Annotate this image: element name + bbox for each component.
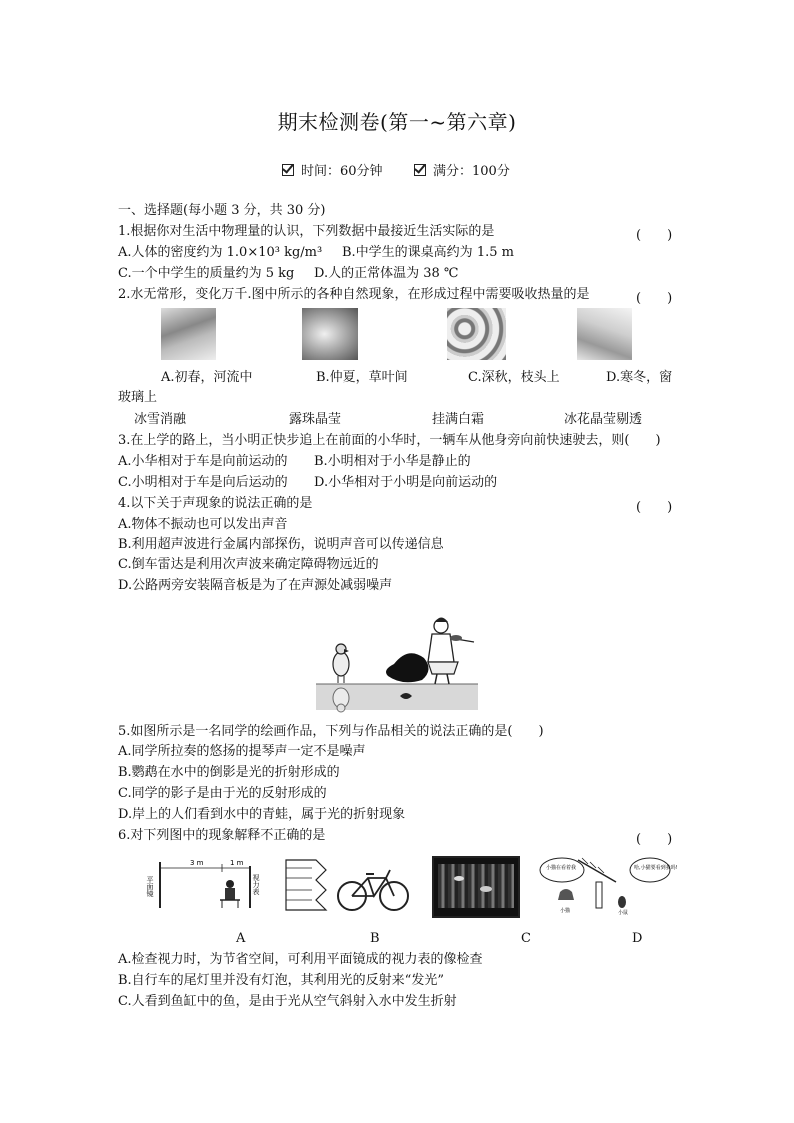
bicycle-icon [338,870,408,910]
q2-option-a: A.初春，河流中 [161,370,253,385]
bubble-left-text: 小猫在看着我 [546,865,577,871]
q1-option-b: B.中学生的课桌高约为 1.5 m [342,245,514,260]
q2-option-c: C.深秋，枝头上 [468,370,560,385]
q4-option-d: D.公路两旁安装隔音板是为了在声源处减弱噪声 [118,578,393,593]
q2-option-b: B.仲夏，草叶间 [316,370,408,385]
q1-answer-blank: ( ) [636,228,673,243]
q6-label-c: C [521,931,531,946]
q5-option-c: C.同学的影子是由于光的反射形成的 [118,786,327,801]
mouse-icon [618,896,626,908]
photo-ice-flowers-window [577,308,632,360]
q6-option-b: B.自行车的尾灯里并没有灯泡，其利用光的反射来“发光” [118,973,444,988]
q2-caption-b: 露珠晶莹 [289,412,342,427]
q6-figure-a [146,856,268,912]
q6-label-d: D [632,931,643,946]
q6-label-b: B [370,931,380,946]
page-title: 期末检测卷(第一~第六章) [277,110,517,134]
q4-stem: 4.以下关于声现象的说法正确的是 [118,496,313,511]
q5-stem: 5.如图所示是一名同学的绘画作品，下列与作品相关的说法正确的是( ) [118,724,544,739]
q5-option-b: B.鹦鹉在水中的倒影是光的折射形成的 [118,765,340,780]
q2-stem: 2.水无常形，变化万千.图中所示的各种自然现象，在形成过程中需要吸收热量的是 [118,287,590,302]
q1-option-a: A.人体的密度约为 1.0×10³ kg/m³ [118,245,323,260]
q1-option-c: C.一个中学生的质量约为 5 kg [118,266,295,281]
photo-ice-melting [161,308,216,360]
section-heading: 一、选择题(每小题 3 分，共 30 分) [118,203,326,218]
fig-a-chart-label: 视力表 [252,874,260,895]
q4-option-a: A.物体不振动也可以发出声音 [118,517,288,532]
q3-option-b: B.小明相对于小华是静止的 [314,454,471,469]
checkbox-icon [282,164,294,176]
q6-option-a: A.检查视力时，为节省空间，可利用平面镜成的视力表的像检查 [118,952,483,967]
shadow-figure [386,653,429,682]
q6-option-c: C.人看到鱼缸中的鱼，是由于光从空气斜射入水中发生折射 [118,994,457,1009]
q1-option-d: D.人的正常体温为 38 ℃ [314,266,459,281]
parrot-figure [333,644,349,683]
q2-caption-c: 挂满白霜 [432,412,485,427]
q5-option-a: A.同学所拉奏的悠扬的提琴声一定不是噪声 [118,744,366,759]
fig-a-mirror-label: 平面镜 [146,876,154,897]
q5-drawing [316,612,478,712]
q6-figure-c [432,856,520,918]
q3-option-d: D.小华相对于小明是向前运动的 [314,475,498,490]
q4-option-c: C.倒车雷达是利用次声波来确定障碍物远近的 [118,557,379,572]
q6-answer-blank: ( ) [636,832,673,847]
q2-caption-d: 冰花晶莹剔透 [564,412,643,427]
q3-stem: 3.在上学的路上，当小明正快步追上在前面的小华时，一辆车从他身旁向前快速驶去，则( ) [118,433,661,448]
fish-icon [480,886,492,892]
fig-a-dist-left: 3 m [190,859,204,867]
fig-a-dist-right: 1 m [230,859,244,867]
q6-figure-b [282,856,412,916]
violinist-figure [428,618,474,685]
q6-stem: 6.对下列图中的现象解释不正确的是 [118,828,326,843]
cat-icon [558,889,574,900]
q2-caption-a: 冰雪消融 [134,412,187,427]
checkbox-icon [414,164,426,176]
score-info [414,160,510,179]
q6-figure-d [538,852,678,916]
score-text: 满分：100分 [433,164,510,179]
bubble-right-text: 哈,小猫要看到我吗! [634,865,678,871]
reflector-diagram [286,860,326,910]
q4-option-b: B.利用超声波进行金属内部探伤，说明声音可以传递信息 [118,537,444,552]
q4-answer-blank: ( ) [636,500,673,515]
photo-frost-on-branch [447,308,506,360]
q6-label-a: A [236,931,246,946]
mouse-label: 小鼠 [618,910,629,916]
photo-dew-on-leaf [302,308,358,360]
time-text: 时间：60分钟 [301,164,383,179]
q3-option-c: C.小明相对于车是向后运动的 [118,475,288,490]
fish-icon [454,876,464,881]
q5-option-d: D.岸上的人们看到水中的青蛙，属于光的折射现象 [118,807,406,822]
q2-option-d: D.寒冬，窗 [606,370,673,385]
time-info [282,160,383,179]
q2-answer-blank: ( ) [636,291,673,306]
cat-label: 小猫 [560,908,571,914]
q3-option-a: A.小华相对于车是向前运动的 [118,454,288,469]
q2-wrap: 玻璃上 [118,390,158,405]
q1-stem: 1.根据你对生活中物理量的认识，下列数据中最接近生活实际的是 [118,224,495,239]
person-icon [226,880,234,888]
